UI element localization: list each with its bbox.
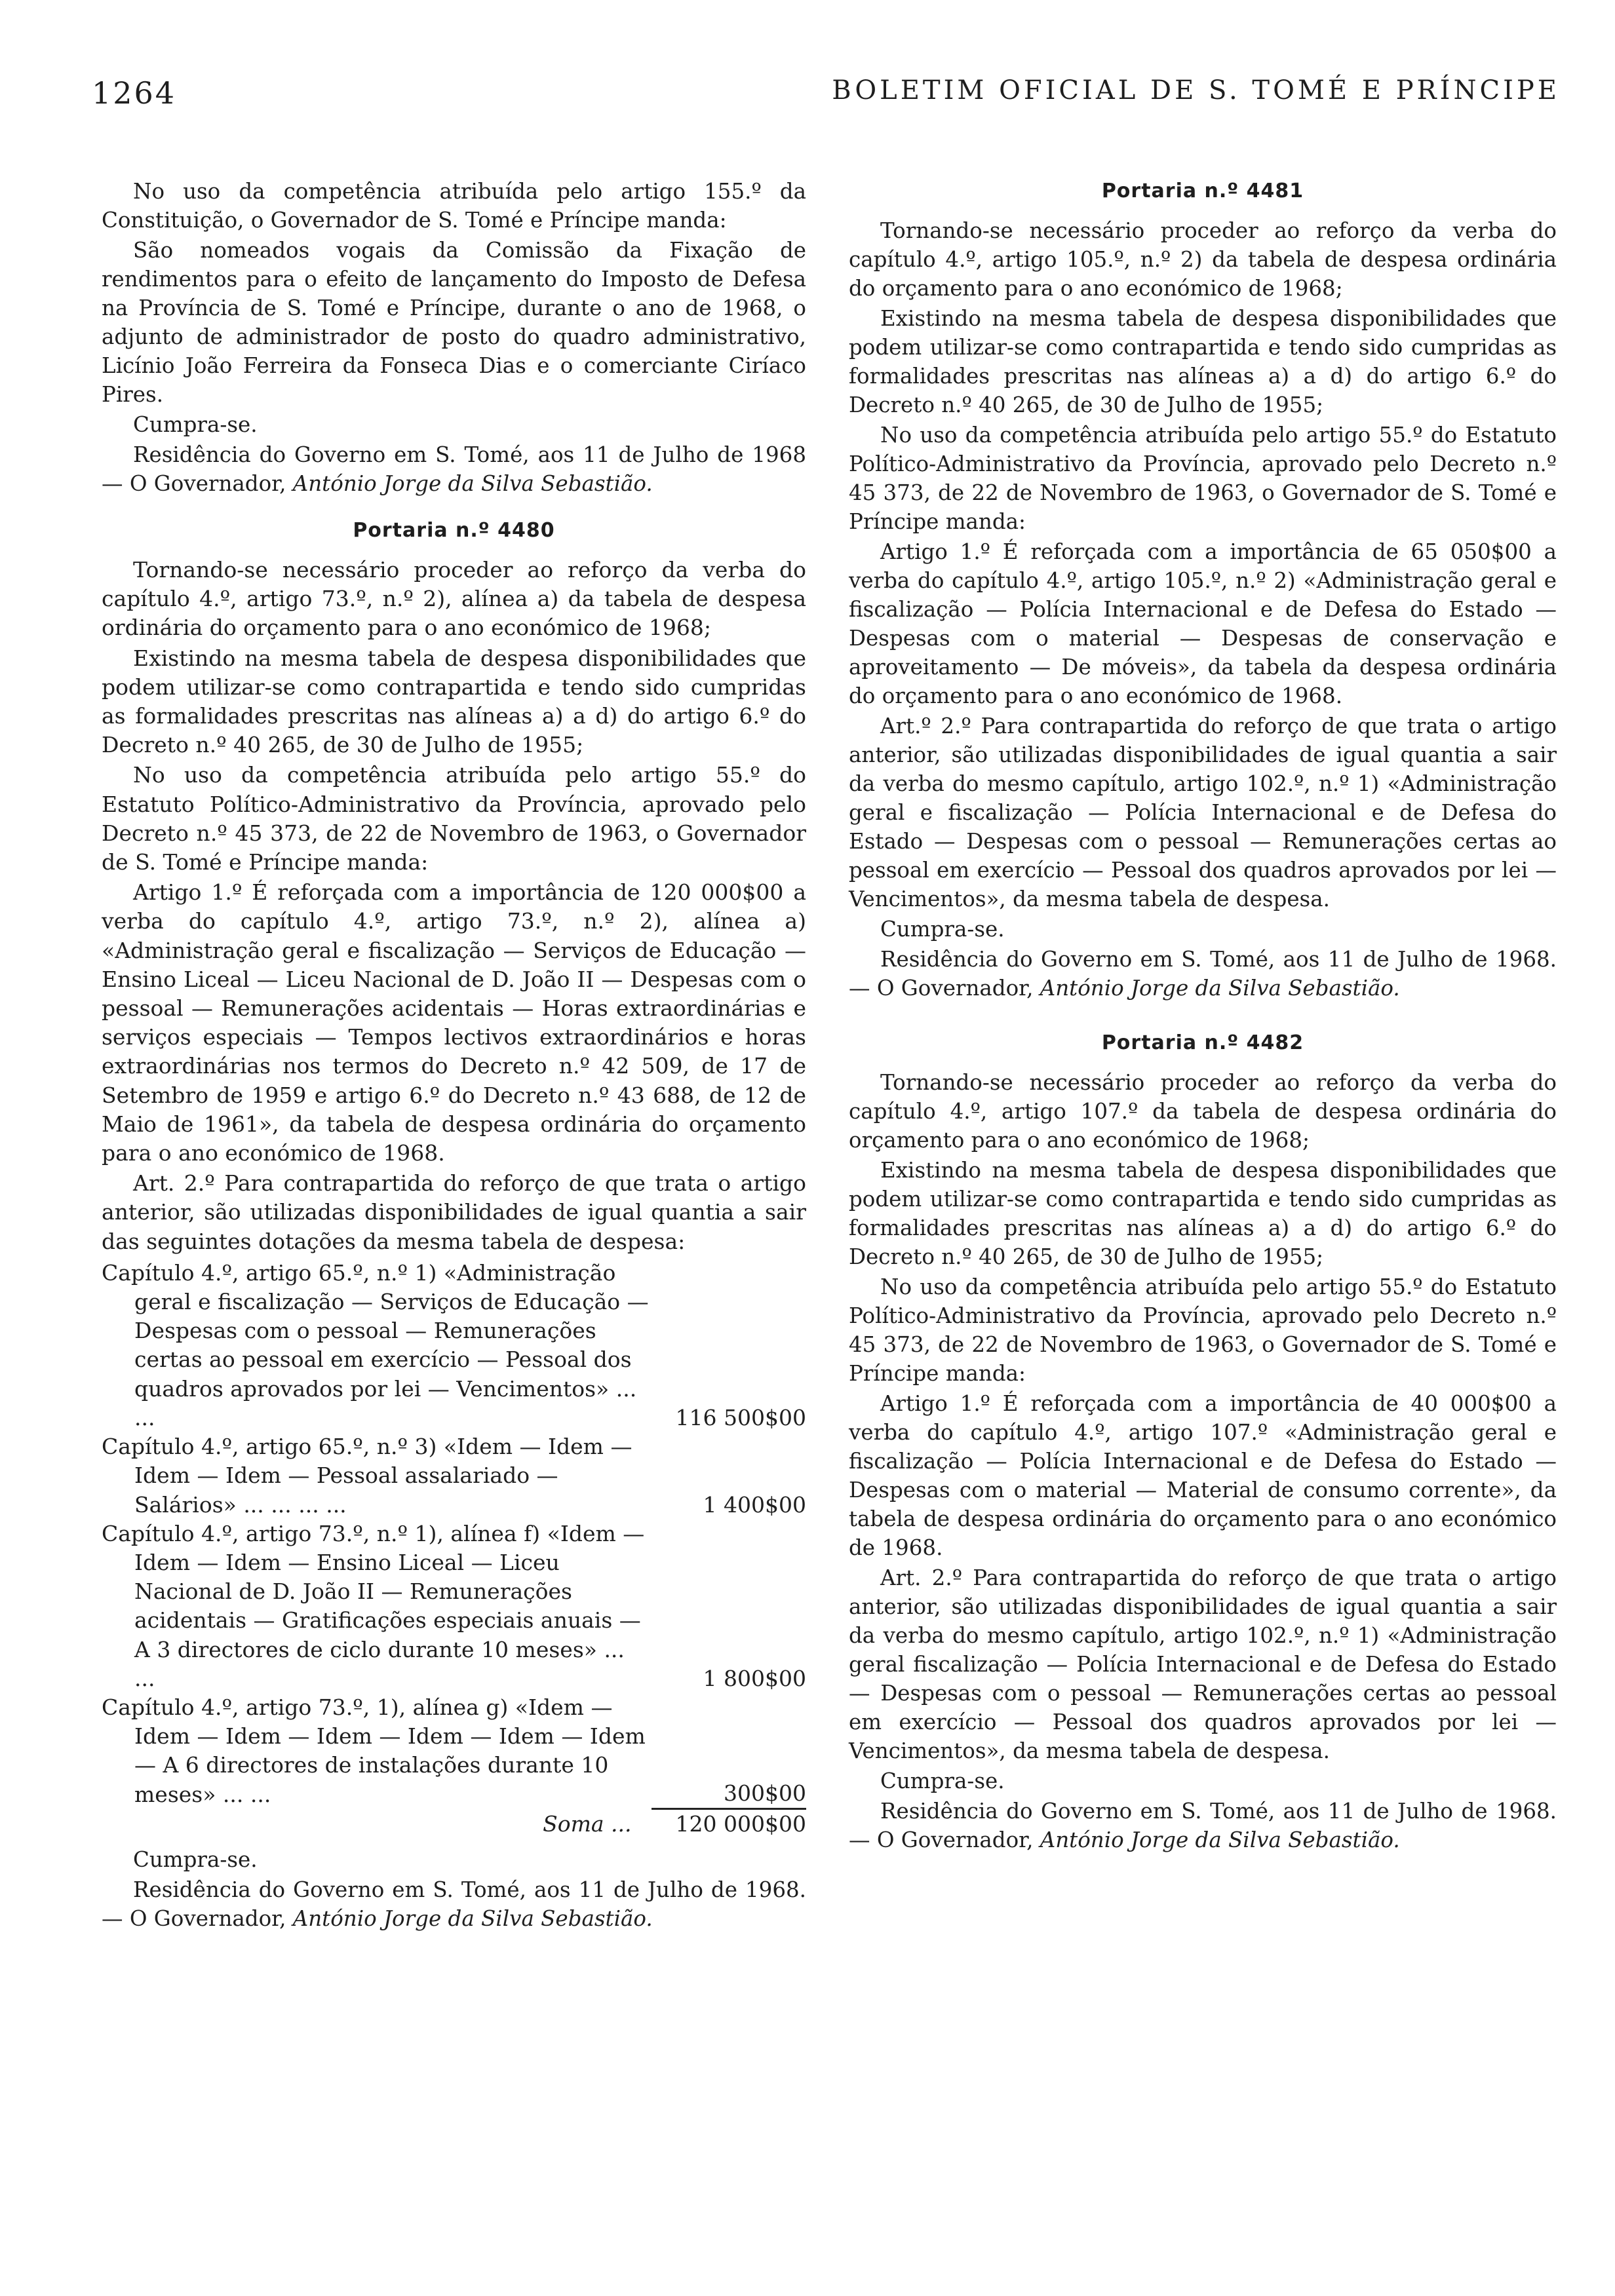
portaria-4480 — [102, 556, 806, 1933]
portaria-paragraph: Existindo na mesma tabela de despesa disponibilidades que podem utilizar-se como contrapartida e tendo sido cumpridas as formalidades prescritas nas alíneas a) a d) do artigo 6.º do Decreto n.º 40 265, de 30 de Julho de 1955; — [849, 1158, 1557, 1269]
table-row — [102, 1520, 806, 1693]
residencia-text: Residência do Governo em S. Tomé, aos 11 de Julho de 1968. — O Governador, — [849, 947, 1557, 1001]
left-column — [102, 177, 806, 1934]
total-label: Soma ... — [543, 1811, 632, 1837]
item-description: Capítulo 4.º, artigo 65.º, n.º 1) «Administração geral e fiscalização — Serviços de Educação — Despesas com o pessoal — Remunerações certas ao pessoal em exercício — Pessoal dos quadros aprovados por lei — Vencimentos» ... ... — [102, 1259, 649, 1430]
residencia-text: Residência do Governo em S. Tomé, aos 11 de Julho de 1968 — O Governador, — [102, 442, 806, 496]
appropriations-table — [102, 1259, 806, 1839]
cumpra-se: Cumpra-se. — [133, 412, 258, 437]
item-amount: 300$00 — [724, 1780, 806, 1807]
intro-paragraph: São nomeados vogais da Comissão da Fixação de rendimentos para o efeito de lançamento do Imposto de Defesa na Província de S. Tomé e Príncipe, durante o ano de 1968, o adjunto de administrador de posto do quadro administrativo, Licínio João Ferreira da Fonseca Dias e o comerciante Ciríaco Pires. — [102, 238, 806, 407]
table-row — [102, 1693, 806, 1809]
portaria-paragraph: Tornando-se necessário proceder ao reforço da verba do capítulo 4.º, artigo 105.º, n.º 2) da tabela de despesa ordinária do orçamento para o ano económico de 1968; — [849, 218, 1557, 301]
residencia-line — [102, 1875, 806, 1933]
item-amount: 1 400$00 — [703, 1491, 806, 1518]
residencia-text: Residência do Governo em S. Tomé, aos 11 de Julho de 1968. — O Governador, — [849, 1799, 1557, 1852]
portaria-4482-heading: Portaria n.º 4482 — [1101, 1031, 1304, 1054]
item-amount: 1 800$00 — [703, 1665, 806, 1691]
portaria-4482 — [849, 1068, 1557, 1854]
governor-signature: António Jorge da Silva Sebastião. — [1040, 976, 1400, 1001]
page-header — [92, 75, 1560, 128]
total-row — [102, 1809, 806, 1839]
cumpra-se: Cumpra-se. — [880, 1769, 1005, 1793]
intro-paragraph: No uso da competência atribuída pelo artigo 155.º da Constituição, o Governador de S. Tomé e Príncipe manda: — [102, 179, 806, 233]
table-row — [102, 1432, 806, 1520]
total-amount: 120 000$00 — [652, 1809, 807, 1839]
item-amount: 116 500$00 — [675, 1404, 806, 1430]
portaria-paragraph: Tornando-se necessário proceder ao reforço da verba do capítulo 4.º, artigo 73.º, n.º 2), alínea a) da tabela de despesa ordinária do orçamento para o ano económico de 1968; — [102, 557, 806, 641]
portaria-paragraph: No uso da competência atribuída pelo artigo 55.º do Estatuto Político-Administrativo da Província, aprovado pelo Decreto n.º 45 373, de 22 de Novembro de 1963, o Governador de S. Tomé e Príncipe manda: — [102, 762, 806, 875]
governor-signature: António Jorge da Silva Sebastião. — [1040, 1827, 1400, 1852]
table-row — [102, 1259, 806, 1432]
residencia-line — [849, 945, 1557, 1003]
item-description: Capítulo 4.º, artigo 73.º, n.º 1), alínea f) «Idem — Idem — Idem — Ensino Liceal — Liceu Nacional de D. João II — Remunerações acidentais — Gratificações especiais anuais — A 3 directores de ciclo durante 10 meses» ... ... — [102, 1520, 645, 1691]
article-1: Artigo 1.º É reforçada com a importância de 120 000$00 a verba do capítulo 4.º, artigo 73.º, n.º 2), alínea a) «Administração geral e fiscalização — Serviços de Educação — Ensino Liceal — Liceu Nacional de D. João II — Despesas com o pessoal — Remunerações acidentais — Horas extraordinárias e serviços especiais — Tempos lectivos extraordinários e horas extraordinárias nos termos do Decreto n.º 42 509, de 17 de Setembro de 1959 e artigo 6.º do Decreto n.º 43 688, de 12 de Maio de 1961», da tabela de despesa ordinária do orçamento para o ano económico de 1968. — [102, 879, 806, 1166]
article-1: Artigo 1.º É reforçada com a importância de 65 050$00 a verba do capítulo 4.º, artigo 105.º, n.º 2) «Administração geral e fiscalização — Polícia Internacional e de Defesa do Estado — Despesas com o material — Despesas de conservação e aproveitamento — De móveis», da tabela da despesa ordinária do orçamento para o ano económico de 1968. — [849, 539, 1557, 708]
page-number: 1264 — [92, 75, 177, 111]
article-2: Art.º 2.º Para contrapartida do reforço de que trata o artigo anterior, são utilizadas disponibilidades de igual quantia a sair da verba do mesmo capítulo, artigo 102.º, n.º 1) «Administração geral e fiscalização — Polícia Internacional e de Defesa do Estado — Despesas com o pessoal — Remunerações certas ao pessoal em exercício — Pessoal dos quadros aprovados por lei — Vencimentos», da mesma tabela de despesa. — [849, 714, 1557, 911]
item-description: Capítulo 4.º, artigo 73.º, 1), alínea g) «Idem — Idem — Idem — Idem — Idem — Idem — Idem — A 6 directores de instalações durante 10 meses» ... ... — [102, 1694, 646, 1807]
article-2: Art. 2.º Para contrapartida do reforço de que trata o artigo anterior, são utilizadas disponibilidades de igual quantia a sair da verba do mesmo capítulo, artigo 102.º, n.º 1) «Administração geral fiscalização — Polícia Internacional e de Defesa do Estado — Despesas com o pessoal — Remunerações certas ao pessoal em exercício — Pessoal dos quadros aprovados por lei — Vencimentos», da mesma tabela de despesa. — [849, 1565, 1557, 1763]
governor-signature: António Jorge da Silva Sebastião. — [292, 1906, 653, 1932]
portaria-paragraph: No uso da competência atribuída pelo artigo 55.º do Estatuto Político-Administrativo da Província, aprovado pelo Decreto n.º 45 373, de 22 de Novembro de 1963, o Governador de S. Tomé e Príncipe manda: — [849, 1274, 1557, 1386]
intro-order — [102, 177, 806, 498]
portaria-4481-heading: Portaria n.º 4481 — [1101, 180, 1304, 202]
article-1: Artigo 1.º É reforçada com a importância de 40 000$00 a verba do capítulo 4.º, artigo 107.º «Administração geral e fiscalização — Polícia Internacional e de Defesa do Estado — Despesas com o material — Material de consumo corrente», da tabela de despesa ordinária do orçamento para o ano económico de 1968. — [849, 1391, 1557, 1560]
portaria-paragraph: Existindo na mesma tabela de despesa disponibilidades que podem utilizar-se como contrapartida e tendo sido cumpridas as formalidades prescritas nas alíneas a) a d) do artigo 6.º do Decreto n.º 40 265, de 30 de Julho de 1955; — [849, 306, 1557, 417]
item-description: Capítulo 4.º, artigo 65.º, n.º 3) «Idem — Idem — Idem — Idem — Pessoal assalariado — Salários» ... ... ... ... — [102, 1434, 632, 1518]
portaria-paragraph: Tornando-se necessário proceder ao reforço da verba do capítulo 4.º, artigo 107.º da tabela de despesa ordinária do orçamento para o ano económico de 1968; — [849, 1070, 1557, 1153]
right-column — [849, 177, 1557, 1856]
portaria-4480-heading: Portaria n.º 4480 — [353, 519, 555, 542]
portaria-4481 — [849, 216, 1557, 1003]
article-2: Art. 2.º Para contrapartida do reforço de que trata o artigo anterior, são utilizadas disponibilidades de igual quantia a sair das seguintes dotações da mesma tabela de despesa: — [102, 1170, 806, 1254]
residencia-line — [102, 440, 806, 498]
cumpra-se: Cumpra-se. — [880, 917, 1005, 942]
residencia-line — [849, 1797, 1557, 1854]
cumpra-se: Cumpra-se. — [133, 1847, 258, 1873]
governor-signature: António Jorge da Silva Sebastião. — [292, 471, 653, 496]
portaria-paragraph: Existindo na mesma tabela de despesa disponibilidades que podem utilizar-se como contrapartida e tendo sido cumpridas as formalidades prescritas nas alíneas a) a d) do artigo 6.º do Decreto n.º 40 265, de 30 de Julho de 1955; — [102, 645, 806, 758]
portaria-paragraph: No uso da competência atribuída pelo artigo 55.º do Estatuto Político-Administrativo da Província, aprovado pelo Decreto n.º 45 373, de 22 de Novembro de 1963, o Governador de S. Tomé e Príncipe manda: — [849, 423, 1557, 534]
running-title: BOLETIM OFICIAL DE S. TOMÉ E PRÍNCIPE — [832, 75, 1560, 105]
residencia-text: Residência do Governo em S. Tomé, aos 11 de Julho de 1968. — O Governador, — [102, 1877, 806, 1932]
